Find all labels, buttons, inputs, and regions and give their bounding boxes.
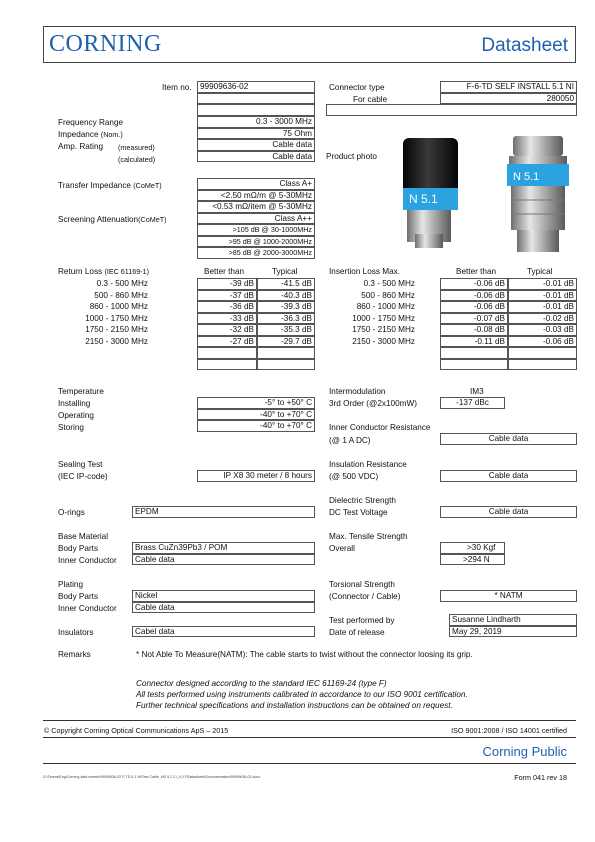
orings-value: EPDM bbox=[132, 506, 315, 518]
return_loss-row-better bbox=[197, 359, 257, 371]
rl-col-better: Better than bbox=[204, 267, 245, 276]
sealing-value: IP X8 30 meter / 8 hours bbox=[197, 470, 315, 482]
torsional-label: Torsional Strength bbox=[329, 580, 395, 589]
page-title: Datasheet bbox=[481, 35, 568, 56]
inner-label: Inner Conductor bbox=[58, 556, 117, 565]
third-order-value: -137 dBc bbox=[440, 397, 505, 409]
insertion_loss-row-better: -0.07 dB bbox=[440, 313, 508, 325]
dc-test-value: Cable data bbox=[440, 506, 577, 518]
il-col-better: Better than bbox=[456, 267, 497, 276]
storing-label: Storing bbox=[58, 423, 84, 432]
return_loss-row-better: -32 dB bbox=[197, 324, 257, 336]
insertion_loss-row-typical: -0.01 dB bbox=[508, 278, 577, 290]
insertion_loss-row-typical: -0.01 dB bbox=[508, 301, 577, 313]
insertion_loss-row-typical: -0.02 dB bbox=[508, 313, 577, 325]
freq-value: 0.3 - 3000 MHz bbox=[197, 116, 315, 128]
storing-value: -40° to +70° C bbox=[197, 420, 315, 432]
svg-text:N 5.1: N 5.1 bbox=[409, 192, 438, 206]
plating-inner-value: Cable data bbox=[132, 602, 315, 614]
base-material-label: Base Material bbox=[58, 532, 109, 541]
insertion_loss-row-typical: -0.03 dB bbox=[508, 324, 577, 336]
insul-note: (@ 500 VDC) bbox=[329, 472, 379, 481]
amp-label: Amp. Rating bbox=[58, 142, 104, 151]
impedance-text: Impedance bbox=[58, 130, 99, 139]
dielectric-label: Dielectric Strength bbox=[329, 496, 396, 505]
plating-body-value: Nickel bbox=[132, 590, 315, 602]
body-label: Body Parts bbox=[58, 544, 99, 553]
return-loss-label bbox=[58, 267, 149, 276]
item-no-blank-2 bbox=[197, 104, 315, 116]
amp-measured-value: Cable data bbox=[197, 139, 315, 151]
corning-public: Corning Public bbox=[482, 744, 567, 759]
product-photo bbox=[395, 130, 577, 262]
amp-measured-note: (measured) bbox=[118, 143, 155, 152]
return_loss-row-freq: 1750 - 2150 MHz bbox=[85, 325, 148, 334]
insertion_loss-row-freq: 500 - 860 MHz bbox=[361, 290, 415, 300]
footer-rule-public bbox=[43, 763, 576, 764]
inner-res-label: Inner Conductor Resistance bbox=[329, 423, 431, 432]
return_loss-row-freq: 500 - 860 MHz bbox=[94, 290, 148, 300]
insertion_loss-row-better bbox=[440, 347, 508, 359]
amp-calc-note: (calculated) bbox=[118, 155, 156, 164]
impedance-value: 75 Ohm bbox=[197, 128, 315, 140]
transfer-v1: <2.50 mΩ/m @ 5-30MHz bbox=[197, 190, 315, 202]
sealing-label: Sealing Test bbox=[58, 460, 103, 469]
return-loss-text: Return Loss bbox=[58, 267, 103, 276]
remarks-text: * Not Able To Measure(NATM): The cable starts to twist without the connector loosing its grip. bbox=[136, 650, 473, 659]
footer-rule-top bbox=[43, 720, 576, 721]
insertion_loss-row-freq: 2150 - 3000 MHz bbox=[352, 336, 415, 346]
return_loss-row-typical: -40.3 dB bbox=[257, 290, 315, 302]
note-3: Further technical specifications and installation instructions can be obtained on request. bbox=[136, 701, 453, 710]
third-order-label: 3rd Order (@2x100mW) bbox=[329, 399, 417, 408]
return_loss-row-typical bbox=[257, 359, 315, 371]
insertion_loss-row-freq: 1000 - 1750 MHz bbox=[352, 313, 415, 323]
body-value: Brass CuZn39Pb3 / POM bbox=[132, 542, 315, 554]
item-no-blank bbox=[197, 93, 315, 105]
impedance-note: (Nom.) bbox=[100, 130, 123, 139]
item-blank-right bbox=[326, 104, 577, 116]
note-1: Connector designed according to the standard IEC 61169-24 (type F) bbox=[136, 679, 387, 688]
iso-cert: ISO 9001:2008 / ISO 14001 certified bbox=[451, 726, 567, 735]
note-2: All tests performed using instruments calibrated in accordance to our ISO 9001 certification. bbox=[136, 690, 468, 699]
file-path: G:\Teams\Eng\Corning data sheets\99909636-02 F-TD 5.1 NI\Test Cable_HD 5.1 CI_4.0 F\Datasheet\Documentation\99909636-02.docx bbox=[43, 775, 261, 779]
screening-note: (CoMeT) bbox=[138, 215, 167, 224]
inner-res-value: Cable data bbox=[440, 433, 577, 445]
copyright: © Copyright Corning Optical Communications ApS – 2015 bbox=[44, 726, 229, 735]
test-by-label: Test performed by bbox=[329, 616, 395, 625]
transfer-class: Class A+ bbox=[197, 178, 315, 190]
transfer-label bbox=[58, 181, 162, 190]
insertion_loss-row-freq: 860 - 1000 MHz bbox=[356, 302, 415, 311]
return-loss-note: (IEC 61169-1) bbox=[104, 267, 150, 276]
orings-label: O-rings bbox=[58, 508, 85, 517]
insertion_loss-row-freq: 0.3 - 500 MHz bbox=[363, 279, 415, 288]
installing-value: -5° to +50° C bbox=[197, 397, 315, 409]
return_loss-row-typical: -36.3 dB bbox=[257, 313, 315, 325]
temp-label: Temperature bbox=[58, 387, 104, 396]
screening-text: Screening Attenuation bbox=[58, 215, 139, 224]
inner-res-note: (@ 1 A DC) bbox=[329, 436, 371, 445]
item-no-label: Item no. bbox=[162, 83, 192, 92]
release-value: May 29, 2019 bbox=[449, 626, 577, 638]
plating-body-label: Body Parts bbox=[58, 592, 99, 601]
return_loss-row-freq: 860 - 1000 MHz bbox=[89, 302, 148, 311]
product-photo-label: Product photo bbox=[326, 152, 377, 161]
freq-label: Frequency Range bbox=[58, 118, 124, 127]
screening-v1: >105 dB @ 30-1000MHz bbox=[197, 224, 315, 236]
insertion_loss-row-better: -0.11 dB bbox=[440, 336, 508, 348]
screening-class: Class A++ bbox=[197, 213, 315, 225]
inner-value: Cable data bbox=[132, 554, 315, 566]
insertion_loss-row-better: -0.08 dB bbox=[440, 324, 508, 336]
insertion_loss-row-typical: -0.01 dB bbox=[508, 290, 577, 302]
test-by-value: Susanne Lindharth bbox=[449, 614, 577, 626]
return_loss-row-typical: -35.3 dB bbox=[257, 324, 315, 336]
return_loss-row-freq: 1000 - 1750 MHz bbox=[85, 313, 148, 323]
return_loss-row-freq: 0.3 - 500 MHz bbox=[96, 279, 148, 288]
screening-v2: >95 dB @ 1000-2000MHz bbox=[197, 236, 315, 248]
return_loss-row-freq: 2150 - 3000 MHz bbox=[85, 336, 148, 346]
plating-inner-label: Inner Conductor bbox=[58, 604, 117, 613]
installing-label: Installing bbox=[58, 399, 91, 408]
return_loss-row-typical bbox=[257, 347, 315, 359]
transfer-note: (CoMeT) bbox=[133, 181, 162, 190]
connector-right bbox=[507, 136, 569, 252]
insertion_loss-row-better: -0.06 dB bbox=[440, 301, 508, 313]
intermod-label: Intermodulation bbox=[329, 387, 386, 396]
return_loss-row-better: -36 dB bbox=[197, 301, 257, 313]
amp-calc-value: Cable data bbox=[197, 151, 315, 163]
insulators-label: Insulators bbox=[58, 628, 94, 637]
connector-type-value: F-6-TD SELF INSTALL 5.1 NI bbox=[440, 81, 577, 93]
transfer-v2: <0.53 mΩ/item @ 5-30MHz bbox=[197, 201, 315, 213]
connector-left bbox=[403, 138, 458, 248]
return_loss-row-better: -27 dB bbox=[197, 336, 257, 348]
svg-text:N 5.1: N 5.1 bbox=[513, 171, 540, 183]
return_loss-row-better: -33 dB bbox=[197, 313, 257, 325]
il-col-typical: Typical bbox=[527, 267, 553, 276]
insulators-value: Cabel data bbox=[132, 626, 315, 638]
footer-rule-bottom bbox=[43, 737, 576, 738]
rl-col-typical: Typical bbox=[272, 267, 298, 276]
tensile-v1: >30 Kgf bbox=[440, 542, 505, 554]
transfer-text: Transfer Impedance bbox=[58, 181, 131, 190]
return_loss-row-typical: -41.5 dB bbox=[257, 278, 315, 290]
operating-value: -40° to +70° C bbox=[197, 409, 315, 421]
tensile-v2: >294 N bbox=[440, 554, 505, 566]
insul-label: Insulation Resistance bbox=[329, 460, 407, 469]
remarks-label: Remarks bbox=[58, 650, 91, 659]
torsional-note: (Connector / Cable) bbox=[329, 592, 401, 601]
intermod-note: IM3 bbox=[470, 387, 484, 396]
tensile-label: Max. Tensile Strength bbox=[329, 532, 408, 541]
return_loss-row-typical: -29.7 dB bbox=[257, 336, 315, 348]
item-no-value: 99909636-02 bbox=[197, 81, 315, 93]
torsional-value: * NATM bbox=[440, 590, 577, 602]
sealing-note: (IEC IP-code) bbox=[58, 472, 108, 481]
form-number: Form 041 rev 18 bbox=[514, 773, 567, 782]
insul-value: Cable data bbox=[440, 470, 577, 482]
plating-label: Plating bbox=[58, 580, 84, 589]
overall-label: Overall bbox=[329, 544, 355, 553]
screening-label bbox=[58, 215, 166, 224]
insertion_loss-row-typical bbox=[508, 359, 577, 371]
connector-type-label: Connector type bbox=[329, 83, 385, 92]
insertion-loss-label: Insertion Loss Max. bbox=[329, 267, 400, 276]
insertion_loss-row-better bbox=[440, 359, 508, 371]
insertion_loss-row-typical: -0.06 dB bbox=[508, 336, 577, 348]
for-cable-label: For cable bbox=[353, 95, 388, 104]
return_loss-row-better: -39 dB bbox=[197, 278, 257, 290]
screening-v3: >85 dB @ 2000-3000MHz bbox=[197, 247, 315, 259]
return_loss-row-typical: -39.3 dB bbox=[257, 301, 315, 313]
corning-logo: CORNING bbox=[49, 31, 162, 57]
dc-test-label: DC Test Voltage bbox=[329, 508, 388, 517]
impedance-label bbox=[58, 130, 123, 139]
return_loss-row-better bbox=[197, 347, 257, 359]
operating-label: Operating bbox=[58, 411, 94, 420]
release-label: Date of release bbox=[329, 628, 385, 637]
return_loss-row-better: -37 dB bbox=[197, 290, 257, 302]
insertion_loss-row-freq: 1750 - 2150 MHz bbox=[352, 325, 415, 334]
insertion_loss-row-better: -0.06 dB bbox=[440, 290, 508, 302]
insertion_loss-row-better: -0.06 dB bbox=[440, 278, 508, 290]
insertion_loss-row-typical bbox=[508, 347, 577, 359]
for-cable-value: 280050 bbox=[440, 93, 577, 105]
